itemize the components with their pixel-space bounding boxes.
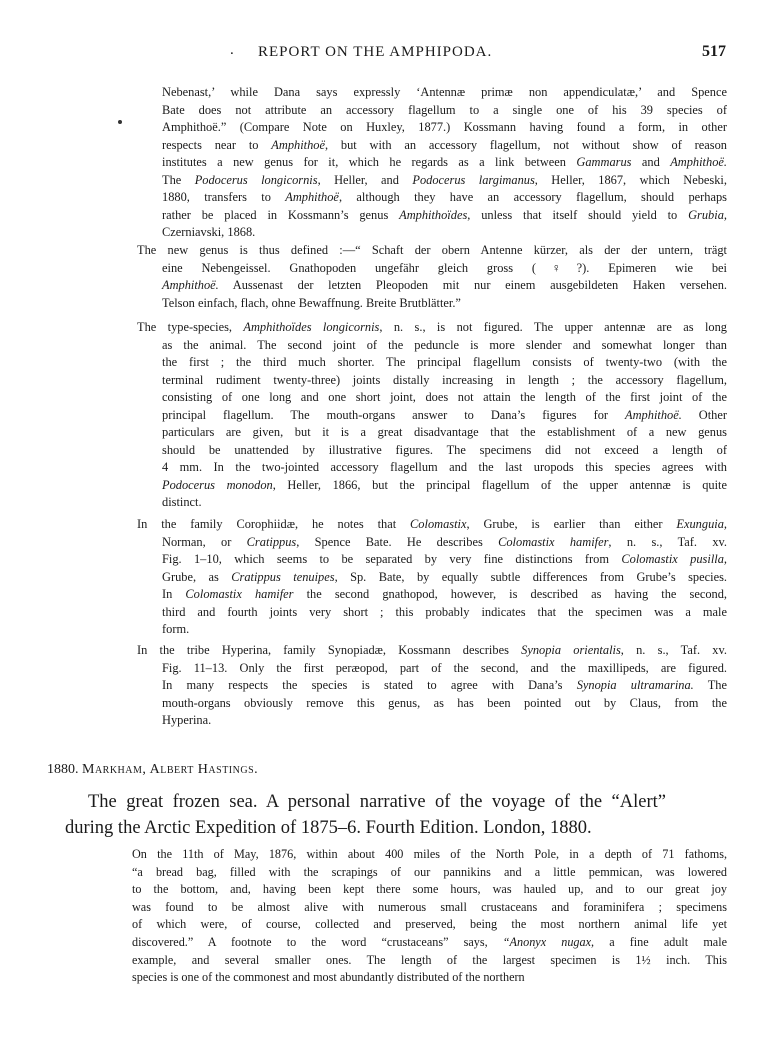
text-run: Amphithoë.” (Compare Note on Huxley, 1877.) Kossmann having found a form, in other: [162, 120, 727, 134]
text-run: In: [162, 587, 186, 601]
text-run: was found to be almost alive with numerous small crustaceans and foraminifera ; specimens: [132, 899, 727, 914]
italic-run: Gammarus: [576, 155, 632, 169]
text-run: the second gnathopod, however, is described as having the second,: [293, 587, 728, 601]
page-number: 517: [702, 43, 726, 60]
text-run: example, and several smaller ones. The length of the largest specimen is 1½ inch. This: [132, 952, 727, 967]
text-line: [137, 319, 727, 337]
text-line: [162, 189, 727, 207]
text-run: , Heller, 1866, but the principal flagellum of the upper antennæ is quite: [272, 477, 727, 492]
text-run: Other: [681, 407, 727, 422]
italic-run: Grubia,: [688, 207, 727, 222]
text-line: [162, 207, 727, 225]
text-line: [162, 260, 727, 278]
text-run: discovered.” A footnote to the word “crustaceans” says,: [132, 934, 503, 949]
text-run: Telson einfach, flach, ohne Bewaffnung. Breite Brutblätter.”: [162, 295, 461, 310]
text-line: [137, 516, 727, 534]
text-run: Grube, as: [162, 569, 232, 584]
text-run: The new genus is thus defined :—“ Schaft der obern Antenne kürzer, als der der untern, trägt: [137, 243, 727, 257]
italic-run: Cratippus: [246, 534, 297, 549]
text-run: , Grube, is earlier than either: [466, 517, 677, 531]
italic-run: Amphithoë.: [670, 155, 727, 169]
text-run: In the family Corophiidæ, he notes that: [137, 517, 411, 531]
text-run: Nebenast,’ while Dana says expressly ‘Antennæ primæ non appendiculatæ,’ and Spence: [162, 85, 727, 99]
text-run: and: [631, 155, 671, 169]
text-run: , unless that itself should yield to: [467, 207, 689, 222]
text-run: The great frozen sea. A personal narrative of the voyage of the “Alert”: [88, 792, 666, 812]
text-line: [162, 137, 727, 155]
italic-run: Podocerus monodon: [162, 477, 273, 492]
text-run: Fig. 11–13. Only the first peræopod, part of the second, and the maxillipeds, are figured.: [162, 660, 727, 675]
paragraph-corophiidae: [137, 516, 727, 639]
text-line: [132, 846, 727, 864]
italic-run: Amphithoïdes longicornis: [243, 320, 380, 334]
text-line: [162, 172, 727, 190]
text-run: The: [162, 172, 195, 187]
text-line: [162, 712, 727, 730]
text-line: [132, 969, 727, 987]
text-run: Czerniavski, 1868.: [162, 225, 256, 239]
page-header: [230, 44, 726, 66]
italic-run: Amphithoë: [285, 190, 339, 204]
text-run: , Sp. Bate, by equally subtle differences from Grube’s species.: [334, 569, 727, 584]
margin-mark: [118, 120, 122, 124]
text-run: , Heller, 1867, which Nebeski,: [534, 172, 727, 187]
text-line: [162, 569, 727, 587]
text-run: rather be placed in Kossmann’s genus: [162, 207, 400, 222]
text-line: [162, 337, 727, 355]
text-line: [132, 934, 727, 952]
text-run: species is one of the commonest and most abundantly distributed of the northern: [132, 970, 525, 985]
italic-run: Synopia ultramarina.: [576, 678, 694, 692]
italic-run: Cratippus tenuipes: [231, 569, 335, 584]
text-line: [132, 881, 727, 899]
text-run: principal flagellum. The mouth-organs answer to Dana’s figures for: [162, 407, 626, 422]
text-run: Aussenast der letzten Pleopoden mit nur einem ausgebildeten Haken versehen.: [218, 278, 727, 292]
running-title: . REPORT ON THE AMPHIPODA.: [258, 44, 492, 61]
text-line: [162, 494, 727, 512]
text-run: a fine adult male: [594, 934, 727, 949]
italic-run: Amphithoïdes: [399, 207, 468, 222]
text-line: [162, 354, 727, 372]
text-run: , n. s., Taf. xv.: [608, 534, 728, 549]
text-run: terminal rudiment twenty-three) joints distally increasing in length ; the accessory flagellum,: [162, 372, 727, 387]
text-run: Fig. 1–10, which seems to be separated by very fine distinctions from: [162, 552, 622, 566]
text-line: [162, 677, 727, 695]
text-line: [162, 551, 727, 569]
text-line: [162, 695, 727, 713]
paragraph-type-species: [137, 319, 727, 512]
text-run: of which were, of course, collected and preserved, being the most northern animal life yet: [132, 917, 727, 932]
text-run: eine Nebengeissel. Gnathopoden ungefähr gleich gross (♀?). Epimeren wie bei: [162, 260, 727, 275]
text-line: [162, 119, 727, 137]
text-run: third and fourth joints very short ; this probably indicates that the specimen was a male: [162, 604, 727, 619]
text-run: Norman, or: [162, 534, 247, 549]
italic-run: Synopia orientalis: [521, 643, 621, 657]
text-run: form.: [162, 622, 190, 636]
text-line: [162, 477, 727, 495]
text-line: [162, 604, 727, 622]
text-line: [132, 952, 727, 970]
text-line: [65, 815, 666, 841]
text-run: The type-species,: [137, 320, 244, 334]
italic-run: Amphithoë.: [625, 407, 682, 422]
italic-run: Amphithoë.: [162, 278, 219, 292]
text-line: [162, 224, 727, 242]
text-line: [162, 621, 727, 639]
text-run: On the 11th of May, 1876, within about 400 miles of the North Pole, in a depth of 71 fathoms,: [132, 847, 727, 861]
text-line: [162, 84, 727, 102]
text-line: [132, 916, 727, 934]
text-run: The: [693, 678, 727, 692]
text-line: [162, 295, 727, 313]
text-run: In the tribe Hyperina, family Synopiadæ, Kossmann describes: [137, 643, 522, 657]
italic-run: Colomastix hamifer: [498, 534, 609, 549]
text-line: [132, 864, 727, 882]
text-line: [162, 277, 727, 295]
text-run: the first ; the third much shorter. The principal flagellum consists of twenty-two (with the: [162, 355, 727, 369]
text-line: [132, 899, 727, 917]
text-line: [137, 642, 727, 660]
entry-year: 1880.: [47, 762, 79, 777]
text-line: [162, 372, 727, 390]
text-line: [162, 424, 727, 442]
paragraph-north-pole: [132, 846, 727, 987]
text-run: , but with an accessory flagellum, not without show of reason: [324, 137, 727, 152]
text-line: [137, 242, 727, 260]
entry-author: Markham, Albert Hastings.: [82, 762, 259, 777]
text-run: during the Arctic Expedition of 1875–6. Fourth Edition. London, 1880.: [65, 818, 592, 838]
book-title: [65, 789, 666, 841]
italic-run: Colomastix pusilla,: [621, 552, 727, 566]
text-run: , although they have an accessory flagellum, should perhaps: [338, 190, 727, 204]
paragraph-hyperina: [137, 642, 727, 730]
text-run: distinct.: [162, 495, 202, 509]
text-line: [162, 389, 727, 407]
italic-run: “Anonyx nugax,: [502, 934, 595, 949]
text-line: [162, 586, 727, 604]
italic-run: Exunguia,: [676, 517, 728, 531]
paragraph-nebenast: [162, 84, 727, 242]
text-run: particulars are given, but it is a great disadvantage that the establishment of a new genus: [162, 425, 727, 439]
paragraph-genus-definition: [137, 242, 727, 312]
text-line: [162, 102, 727, 120]
text-run: 4 mm. In the two-jointed accessory flagellum and the last uropods this species agrees with: [162, 460, 727, 474]
text-run: as the animal. The second joint of the peduncle is more slender and somewhat longer than: [162, 337, 727, 352]
text-line: [162, 534, 727, 552]
text-line: [162, 442, 727, 460]
text-run: , Spence Bate. He describes: [296, 534, 499, 549]
text-line: [162, 154, 727, 172]
text-run: , Heller, and: [317, 172, 413, 187]
bibliography-entry: [47, 762, 258, 778]
italic-run: Amphithoë: [271, 137, 325, 152]
text-run: , n. s., Taf. xv.: [620, 643, 727, 657]
text-run: respects near to: [162, 137, 272, 152]
text-line: [162, 407, 727, 425]
text-run: , n. s., is not figured. The upper antennæ are as long: [379, 320, 727, 334]
text-run: institutes a new genus for it, which he regards as a link between: [162, 155, 577, 169]
text-line: [162, 660, 727, 678]
italic-run: Colomastix: [410, 517, 467, 531]
text-run: Bate does not attribute an accessory flagellum to a single one of his 39 species of: [162, 102, 727, 117]
text-line: [88, 789, 666, 815]
italic-run: Podocerus longicornis: [194, 172, 318, 187]
text-run: consisting of one long and one short joint, does not attain the length of the first joint of the: [162, 390, 727, 404]
text-run: to the bottom, and, having been kept there some hours, was hauled up, and to our great joy: [132, 882, 727, 897]
text-line: [162, 459, 727, 477]
text-run: 1880, transfers to: [162, 190, 286, 204]
text-run: In many respects the species is stated to agree with Dana’s: [162, 678, 577, 692]
italic-run: Colomastix hamifer: [185, 587, 294, 601]
text-run: mouth-organs obviously remove this genus, as has been pointed out by Claus, from the: [162, 695, 727, 710]
text-run: “a bread bag, filled with the scrapings of our pannikins and a little pemmican, was lowered: [132, 864, 727, 879]
text-run: should be unattended by illustrative figures. The specimens did not exceed a length of: [162, 442, 727, 457]
text-run: Hyperina.: [162, 713, 212, 727]
italic-run: Podocerus largimanus: [412, 172, 535, 187]
